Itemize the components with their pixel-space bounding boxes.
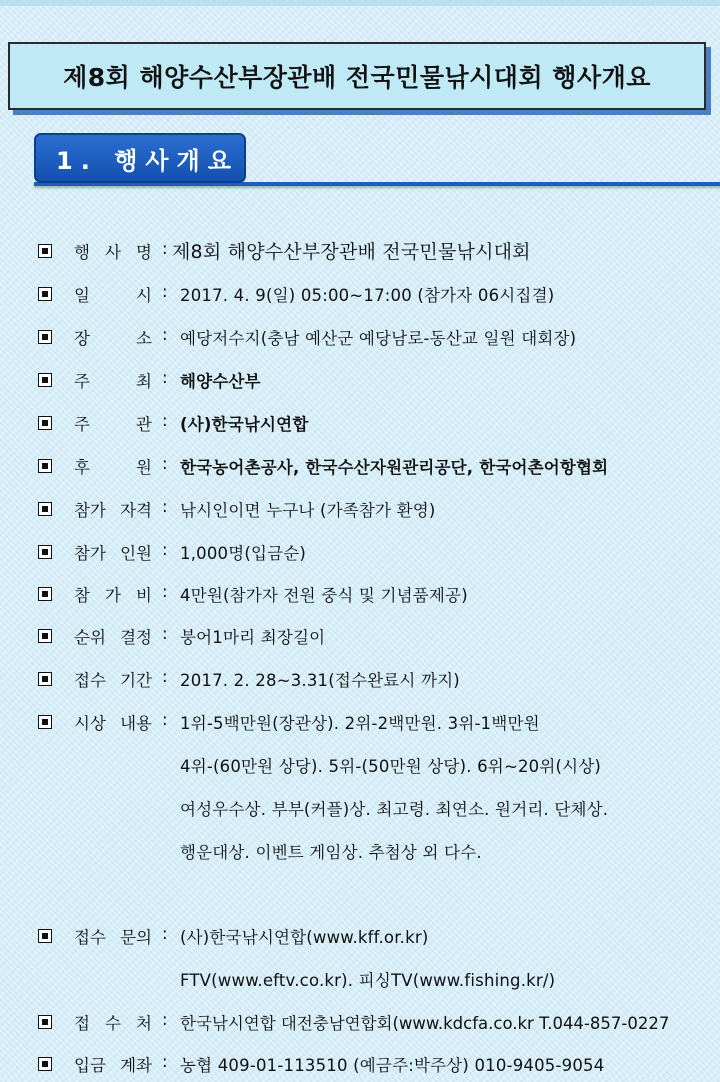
row-label <box>74 239 152 263</box>
colon: : <box>162 624 168 643</box>
row-value: (사)한국낚시연합(www.kff.or.kr) <box>180 928 429 947</box>
label-chunk: 최 <box>136 372 152 391</box>
label-chunk: 인원 <box>120 544 152 563</box>
label-chunk: 관 <box>136 415 152 434</box>
colon: : <box>162 710 168 729</box>
colon: : <box>162 325 168 344</box>
square-bullet-icon <box>38 373 52 387</box>
square-bullet-icon <box>38 330 52 344</box>
row-value: (사)한국낚시연합 <box>180 415 309 434</box>
section-header <box>34 133 720 189</box>
row-capacity <box>0 538 720 570</box>
row-value: 해양수산부 <box>180 372 261 391</box>
row-value: 붕어1마리 최장길이 <box>180 628 326 647</box>
section-number: 1. <box>56 146 98 175</box>
row-label <box>74 924 152 948</box>
label-chunk: 시상 <box>74 714 106 733</box>
row-event-name <box>0 237 720 269</box>
row-fee <box>0 580 720 612</box>
row-ranking <box>0 622 720 654</box>
label-chunk: 문의 <box>120 928 152 947</box>
row-label <box>74 1052 152 1076</box>
label-chunk: 계좌 <box>120 1056 152 1075</box>
label-chunk: 입금 <box>74 1056 106 1075</box>
continuation-text: 행운대상. 이벤트 게임상. 추첨상 외 다수. <box>180 843 482 862</box>
awards-continued-line <box>0 751 720 783</box>
label-chunk: 소 <box>136 329 152 348</box>
row-value: 2017. 4. 9(일) 05:00~17:00 (참가자 06시집결) <box>180 286 555 305</box>
row-venue <box>0 323 720 355</box>
colon: : <box>162 1052 168 1071</box>
colon: : <box>162 411 168 430</box>
row-value: 1위-5백만원(장관상). 2위-2백만원. 3위-1백만원 <box>180 714 540 733</box>
row-value: 한국농어촌공사, 한국수산자원관리공단, 한국어촌어항협회 <box>180 458 609 477</box>
row-label <box>74 582 152 606</box>
row-date <box>0 280 720 312</box>
label-chunk: 자격 <box>120 501 152 520</box>
colon: : <box>162 454 168 473</box>
continuation-text: 여성우수상. 부부(커플)상. 최고령. 최연소. 원거리. 단체상. <box>180 800 609 819</box>
row-label <box>74 540 152 564</box>
row-label <box>74 1010 152 1034</box>
row-label <box>74 667 152 691</box>
square-bullet-icon <box>38 629 52 643</box>
label-chunk: 참가 <box>74 501 106 520</box>
label-chunk: 주 <box>74 372 90 391</box>
square-bullet-icon <box>38 545 52 559</box>
label-chunk: 결정 <box>120 628 152 647</box>
row-label <box>74 368 152 392</box>
row-label <box>74 411 152 435</box>
inquiry-continued-line <box>0 965 720 997</box>
row-label <box>74 497 152 521</box>
continuation-text: 4위-(60만원 상당). 5위-(50만원 상당). 6위~20위(시상) <box>180 757 602 776</box>
label-chunk: 참 <box>74 586 90 605</box>
label-chunk: 장 <box>74 329 90 348</box>
colon: : <box>162 239 168 258</box>
square-bullet-icon <box>38 929 52 943</box>
label-chunk: 주 <box>74 415 90 434</box>
row-value: 농협 409-01-113510 (예금주:박주상) 010-9405-9054 <box>180 1056 605 1075</box>
label-chunk: 원 <box>136 458 152 477</box>
colon: : <box>162 1010 168 1029</box>
row-value: 한국낚시연합 대전충남연합회(www.kdcfa.co.kr T.044-857-0227 <box>180 1014 670 1033</box>
row-label <box>74 454 152 478</box>
row-value: 1,000명(입금순) <box>180 544 307 563</box>
square-bullet-icon <box>38 459 52 473</box>
row-label <box>74 710 152 734</box>
row-awards <box>0 708 720 740</box>
square-bullet-icon <box>38 416 52 430</box>
square-bullet-icon <box>38 1057 52 1071</box>
label-chunk: 행 <box>74 243 90 262</box>
label-chunk: 명 <box>136 243 152 262</box>
label-chunk: 참가 <box>74 544 106 563</box>
colon: : <box>162 497 168 516</box>
awards-continued-line <box>0 837 720 869</box>
row-inquiry <box>0 922 720 954</box>
row-label <box>74 325 152 349</box>
title-banner <box>8 42 706 110</box>
label-chunk: 기간 <box>120 671 152 690</box>
colon: : <box>162 368 168 387</box>
section-badge <box>34 133 246 183</box>
colon: : <box>162 582 168 601</box>
colon: : <box>162 924 168 943</box>
label-chunk: 접수 <box>74 928 106 947</box>
label-chunk: 사 <box>105 243 121 262</box>
section-heading: 행사개요 <box>114 146 239 175</box>
label-chunk: 접수 <box>74 671 106 690</box>
colon: : <box>162 282 168 301</box>
row-organizer <box>0 409 720 441</box>
label-chunk: 수 <box>105 1014 121 1033</box>
label-chunk: 시 <box>136 286 152 305</box>
label-chunk: 내용 <box>120 714 152 733</box>
label-chunk: 처 <box>136 1014 152 1033</box>
square-bullet-icon <box>38 715 52 729</box>
row-eligibility <box>0 495 720 527</box>
row-value: 2017. 2. 28~3.31(접수완료시 까지) <box>180 671 460 690</box>
colon: : <box>162 667 168 686</box>
label-chunk: 후 <box>74 458 90 477</box>
row-value: 4만원(참가자 전원 중식 및 기념품제공) <box>180 586 468 605</box>
row-sponsor <box>0 452 720 484</box>
label-chunk: 비 <box>136 586 152 605</box>
row-host <box>0 366 720 398</box>
row-value: 예당저수지(충남 예산군 예당남로-동산교 일원 대회장) <box>180 329 577 348</box>
square-bullet-icon <box>38 287 52 301</box>
square-bullet-icon <box>38 672 52 686</box>
label-chunk: 가 <box>105 586 121 605</box>
row-label <box>74 624 152 648</box>
row-registration-office <box>0 1008 720 1040</box>
colon: : <box>162 540 168 559</box>
label-chunk: 접 <box>74 1014 90 1033</box>
label-chunk: 일 <box>74 286 90 305</box>
row-label <box>74 282 152 306</box>
page-title: 제8회 해양수산부장관배 전국민물낚시대회 행사개요 <box>63 63 651 92</box>
square-bullet-icon <box>38 244 52 258</box>
continuation-text: FTV(www.eftv.co.kr). 피싱TV(www.fishing.kr/) <box>180 971 556 990</box>
section-title <box>56 141 239 176</box>
row-value: 낚시인이면 누구나 (가족참가 환영) <box>180 501 436 520</box>
top-strip <box>0 0 720 6</box>
square-bullet-icon <box>38 587 52 601</box>
row-value: 제8회 해양수산부장관배 전국민물낚시대회 <box>172 241 531 263</box>
row-bank-account <box>0 1050 720 1082</box>
label-chunk: 순위 <box>74 628 106 647</box>
awards-continued-line <box>0 794 720 826</box>
square-bullet-icon <box>38 1015 52 1029</box>
square-bullet-icon <box>38 502 52 516</box>
row-registration-period <box>0 665 720 697</box>
